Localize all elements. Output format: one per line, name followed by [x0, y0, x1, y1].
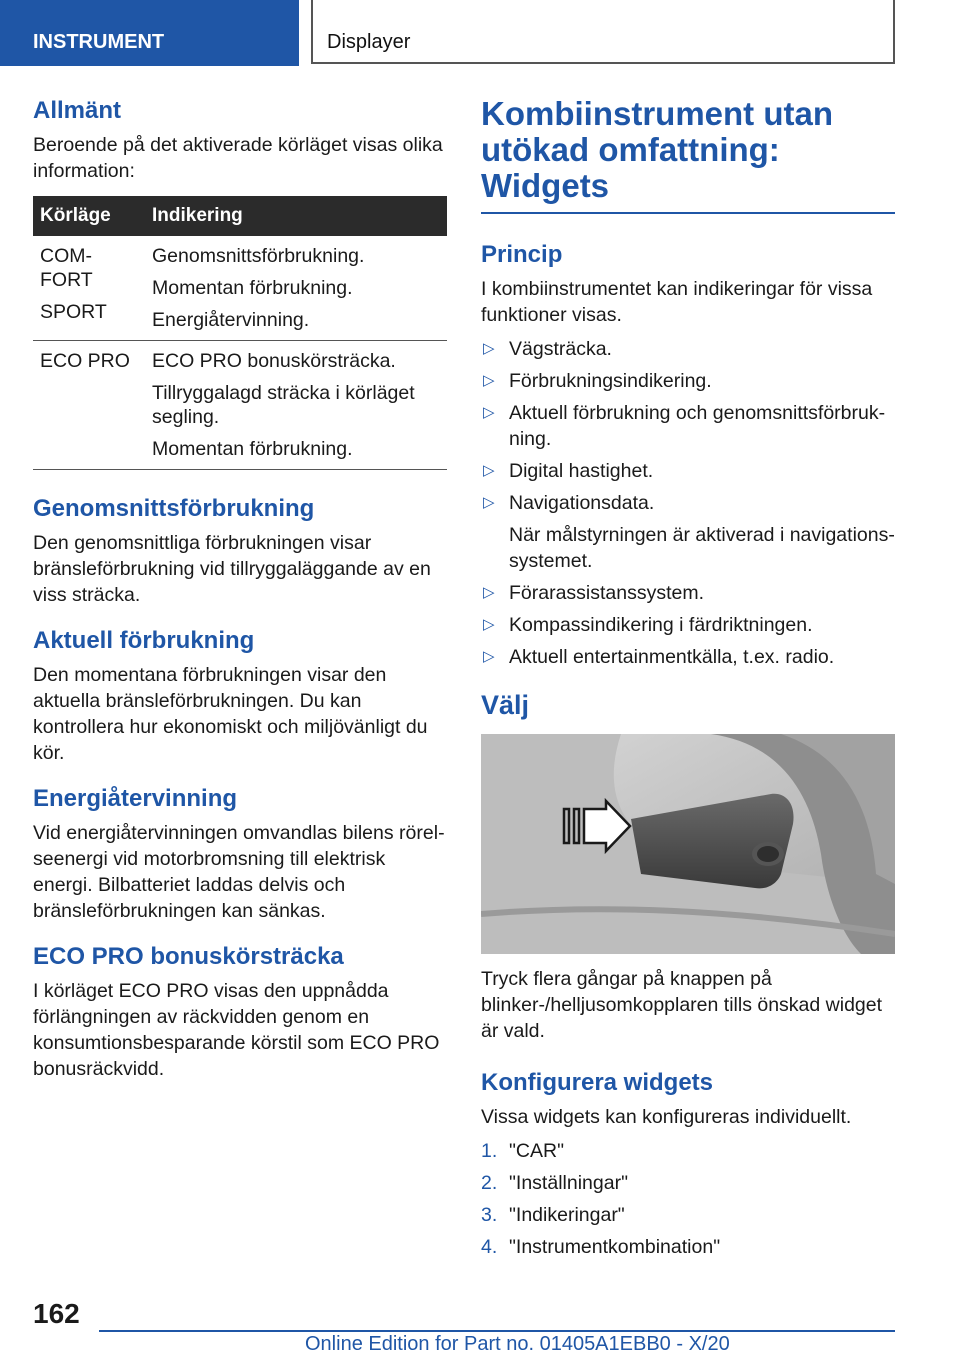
page-number: 162	[33, 1298, 80, 1329]
footer-rule	[99, 1330, 895, 1332]
konfig-text: Vissa widgets kan konfigureras individuellt.	[481, 1106, 852, 1128]
table-header-mode: Körläge	[33, 196, 145, 236]
triangle-bullet-icon: ▷	[483, 372, 495, 389]
list-item	[481, 490, 895, 574]
triangle-bullet-icon: ▷	[483, 340, 495, 357]
list-item	[481, 368, 895, 394]
triangle-bullet-icon: ▷	[483, 494, 495, 511]
section-text: I körläget ECO PRO visas den uppnådda förlängningen av räckvidden genom en konsumtionsbesparande körstil som ECO PRO bonusräckvidd.	[33, 980, 440, 1080]
table-row	[33, 236, 447, 341]
indication-text: Momentan förbrukning.	[152, 277, 353, 299]
triangle-bullet-icon: ▷	[483, 616, 495, 633]
stalk-illustration	[481, 734, 895, 954]
left-column	[33, 96, 447, 1082]
widget-list	[481, 336, 895, 670]
section-tab: INSTRUMENT	[0, 0, 299, 66]
triangle-bullet-icon: ▷	[483, 648, 495, 665]
triangle-bullet-icon: ▷	[483, 462, 495, 479]
step-text: "Inställningar"	[509, 1172, 628, 1194]
step-item	[481, 1202, 895, 1228]
mode-label: SPORT	[40, 301, 107, 323]
list-item	[481, 580, 895, 606]
step-item	[481, 1138, 895, 1164]
triangle-bullet-icon: ▷	[483, 404, 495, 421]
list-item-text: Förarassistanssystem.	[509, 582, 705, 604]
indication-text: Tillryggalagd sträcka i körläget segling.	[152, 382, 415, 428]
step-number: 1.	[481, 1140, 498, 1162]
topic-label: Displayer	[311, 0, 895, 64]
step-text: "CAR"	[509, 1140, 565, 1162]
list-item-text: Navigationsdata.	[509, 492, 655, 514]
section-heading: Genomsnittsförbrukning	[33, 495, 315, 522]
step-number: 3.	[481, 1204, 498, 1226]
turn-signal-lever-image	[481, 734, 895, 954]
princip-heading: Princip	[481, 241, 563, 268]
page-title: Kombiinstrument utan utökad omfattning: Widgets	[481, 95, 833, 204]
steps-list	[481, 1138, 895, 1260]
mode-label: ECO PRO	[40, 350, 130, 372]
page-header	[0, 0, 960, 66]
table-header-indication: Indikering	[145, 196, 447, 236]
list-item	[481, 458, 895, 484]
step-item	[481, 1234, 895, 1260]
list-item-text: Aktuell entertainmentkälla, t.ex. radio.	[509, 646, 835, 668]
section-text: Den genomsnittliga förbrukningen visar bränsleförbrukning vid tillryggaläggande av en viss sträcka.	[33, 532, 431, 606]
edition-footer: Online Edition for Part no. 01405A1EBB0 - X/20	[305, 1333, 730, 1355]
step-number: 2.	[481, 1172, 498, 1194]
step-text: "Indikeringar"	[509, 1204, 625, 1226]
valj-heading: Välj	[481, 690, 530, 720]
mode-label: COM-FORT	[40, 245, 93, 291]
indication-text: ECO PRO bonuskörsträcka.	[152, 350, 396, 372]
list-item	[481, 336, 895, 362]
list-item-text: Kompassindikering i färdriktningen.	[509, 614, 813, 636]
table-row	[33, 341, 447, 470]
list-item-text: Förbrukningsindikering.	[509, 370, 712, 392]
list-item	[481, 644, 895, 670]
allmant-text: Beroende på det aktiverade körläget visas olika information:	[33, 134, 443, 182]
step-number: 4.	[481, 1236, 498, 1258]
title-rule	[481, 212, 895, 214]
section-heading: Energiåtervinning	[33, 785, 238, 812]
allmant-heading: Allmänt	[33, 97, 122, 124]
list-item-text: Digital hastighet.	[509, 460, 654, 482]
section-heading: Aktuell förbrukning	[33, 627, 255, 654]
konfig-heading: Konfigurera widgets	[481, 1069, 714, 1096]
step-text: "Instrumentkombination"	[509, 1236, 721, 1258]
list-item-text: Vägsträcka.	[509, 338, 612, 360]
section-text: Den momentana förbrukningen visar den aktuella bränsleförbrukningen. Du kan kontrollera hur ekonomiskt och miljövänligt du kör.	[33, 664, 428, 764]
indication-text: Momentan förbrukning.	[152, 438, 353, 460]
section-heading: ECO PRO bonuskörsträcka	[33, 943, 344, 970]
section-text: Vid energiåtervinningen omvandlas bilens rörelseenergi vid motorbromsning till elektrisk energi. Bilbatteriet laddas delvis och bränsleförbrukningen kan sänkas.	[33, 822, 445, 922]
step-item	[481, 1170, 895, 1196]
indication-text: Energiåtervinning.	[152, 309, 310, 331]
right-column	[481, 96, 895, 1266]
triangle-bullet-icon: ▷	[483, 584, 495, 601]
princip-text: I kombiinstrumentet kan indikeringar för vissa funktioner visas.	[481, 278, 873, 326]
list-item	[481, 612, 895, 638]
valj-text: Tryck flera gångar på knappen på blinker-/helljusomkopplaren tills önskad widget är vald.	[481, 968, 883, 1042]
mode-table	[33, 196, 447, 470]
list-item-text: Aktuell förbrukning och genomsnittsförbrukning.	[509, 402, 886, 450]
list-item-note: När målstyrningen är aktiverad i navigationssystemet.	[509, 524, 895, 572]
list-item	[481, 400, 895, 452]
indication-text: Genomsnittsförbrukning.	[152, 245, 365, 267]
